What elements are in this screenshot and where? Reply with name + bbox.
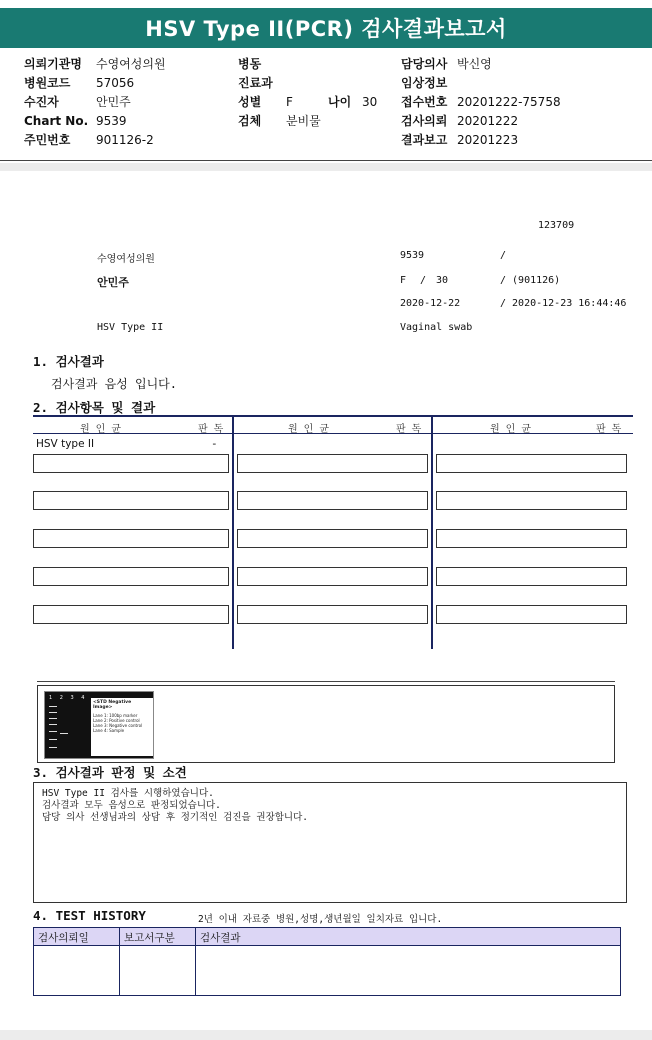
ward-label: 병동 (238, 57, 262, 71)
result-box (237, 491, 428, 510)
doctor-label: 담당의사 (401, 57, 448, 71)
results-top-rule (33, 415, 633, 417)
marker-band (49, 718, 57, 719)
result-box (436, 491, 627, 510)
print-test: HSV Type II (97, 322, 164, 333)
request-date-label: 검사의뢰 (401, 114, 448, 128)
result-box (237, 605, 428, 624)
section1-result: 검사결과 음성 입니다. (51, 377, 178, 391)
print-id: 123709 (538, 220, 575, 231)
header-col-left (24, 55, 166, 150)
opinion-line-3: 담당 의사 선생님과의 상담 후 정기적인 검진을 권장합니다. (42, 812, 309, 823)
gel-legend-title: <STD Negative Image> (93, 700, 132, 710)
opinion-line-2: 검사결과 모두 음성으로 판정되었습니다. (42, 800, 221, 811)
clinical-info-label: 임상정보 (401, 76, 448, 90)
marker-band (49, 724, 57, 725)
report-date-label: 결과보고 (401, 133, 448, 147)
doctor: 박신영 (457, 57, 492, 71)
history-col2-label: 보고서구분 (124, 932, 175, 944)
print-sex-age-slash: / (420, 275, 427, 286)
receipt-no-label: 접수번호 (401, 95, 448, 109)
result-box (436, 529, 627, 548)
marker-band (49, 706, 57, 707)
receipt-no: 20201222-75758 (457, 95, 561, 109)
gel-legend (91, 698, 153, 756)
results-col-divider-2 (431, 417, 433, 649)
print-resident: / (901126) (500, 275, 561, 286)
result-row1-value: - (211, 437, 218, 450)
col2-pathogen-header: 원 인 균 (288, 424, 330, 435)
result-box (436, 605, 627, 624)
result-box (436, 454, 627, 473)
section1-title: 1. 검사결과 (33, 354, 104, 369)
marker-band (49, 739, 57, 740)
history-col1-label: 검사의뢰일 (38, 932, 89, 944)
print-receipt-date: 2020-12-22 (400, 298, 461, 309)
print-patient: 안민주 (97, 276, 129, 289)
result-box (33, 454, 229, 473)
opinion-box (33, 782, 627, 903)
gel-electrophoresis-image (44, 691, 154, 759)
history-col-report-type (120, 928, 196, 995)
col3-pathogen-header: 원 인 균 (490, 424, 532, 435)
requesting-org-label: 의뢰기관명 (24, 57, 82, 71)
resident-no-label: 주민번호 (24, 133, 71, 147)
print-specimen: Vaginal swab (400, 322, 473, 333)
result-box (237, 529, 428, 548)
hospital-code-label: 병원코드 (24, 76, 71, 90)
section3-title: 3. 검사결과 판정 및 소견 (33, 765, 187, 780)
positive-control-band (60, 733, 68, 734)
footer-band (0, 1030, 652, 1040)
print-report-datetime: / 2020-12-23 16:44:46 (500, 298, 627, 309)
patient-name: 안민주 (96, 95, 131, 109)
hospital-code: 57056 (96, 76, 135, 90)
section2-title: 2. 검사항목 및 결과 (33, 400, 156, 415)
gel-legend-lane3: Lane 3: Negative control (93, 723, 143, 728)
report-title: HSV Type II(PCR) 검사결과보고서 (0, 8, 652, 48)
header-col-middle (238, 55, 377, 131)
history-table (33, 927, 621, 996)
header-col-right (401, 55, 561, 150)
marker-band (49, 747, 57, 748)
result-box (33, 529, 229, 548)
gel-legend-lane4: Lane 4: Sample (93, 728, 125, 733)
request-date: 20201222 (457, 114, 519, 128)
col1-pathogen-header: 원 인 균 (80, 424, 122, 435)
print-age: 30 (436, 275, 449, 286)
section4-title: 4. TEST HISTORY (33, 908, 146, 923)
age-label: 나이 (328, 95, 352, 109)
section4-note: 2년 이내 자료중 병원,성명,생년월일 일치자료 입니다. (198, 914, 443, 925)
col1-judgement-header: 판 독 (198, 424, 224, 435)
resident-no: 901126-2 (96, 133, 154, 147)
print-slash: / (500, 250, 507, 261)
gel-frame-top-rule (37, 681, 615, 682)
result-box (33, 605, 229, 624)
specimen-label: 검체 (238, 114, 262, 128)
header-divider (0, 160, 652, 161)
age: 30 (362, 95, 378, 109)
department-label: 진료과 (238, 76, 273, 90)
result-box (237, 567, 428, 586)
sex: F (286, 95, 293, 109)
requesting-org: 수영여성의원 (96, 57, 166, 71)
marker-band (49, 712, 57, 713)
print-sex: F (400, 275, 407, 286)
history-col-request-date (34, 928, 120, 995)
history-col3-label: 검사결과 (200, 932, 241, 944)
print-org: 수영여성의원 (97, 254, 155, 265)
header-band (0, 163, 652, 171)
specimen: 분비물 (286, 114, 321, 128)
results-header-rule (33, 433, 633, 434)
print-chart: 9539 (400, 250, 425, 261)
results-col-divider-1 (232, 417, 234, 649)
sex-label: 성별 (238, 95, 262, 109)
gel-legend-lane2: Lane 2: Positive control (93, 718, 140, 723)
chart-no-label: Chart No. (24, 114, 89, 128)
result-box (436, 567, 627, 586)
patient-label: 수진자 (24, 95, 59, 109)
result-box (33, 567, 229, 586)
opinion-line-1: HSV Type II 검사를 시행하였습니다. (42, 788, 214, 799)
result-box (33, 491, 229, 510)
result-row1-name: HSV type II (36, 438, 95, 450)
chart-no: 9539 (96, 114, 127, 128)
col2-judgement-header: 판 독 (396, 424, 422, 435)
report-date: 20201223 (457, 133, 519, 147)
marker-band (49, 731, 57, 732)
result-box (237, 454, 428, 473)
history-col-result (196, 928, 620, 995)
col3-judgement-header: 판 독 (596, 424, 622, 435)
gel-lane-numbers: 1 2 3 4 (49, 695, 88, 701)
gel-legend-lane1: Lane 1: 100bp marker (93, 713, 138, 718)
